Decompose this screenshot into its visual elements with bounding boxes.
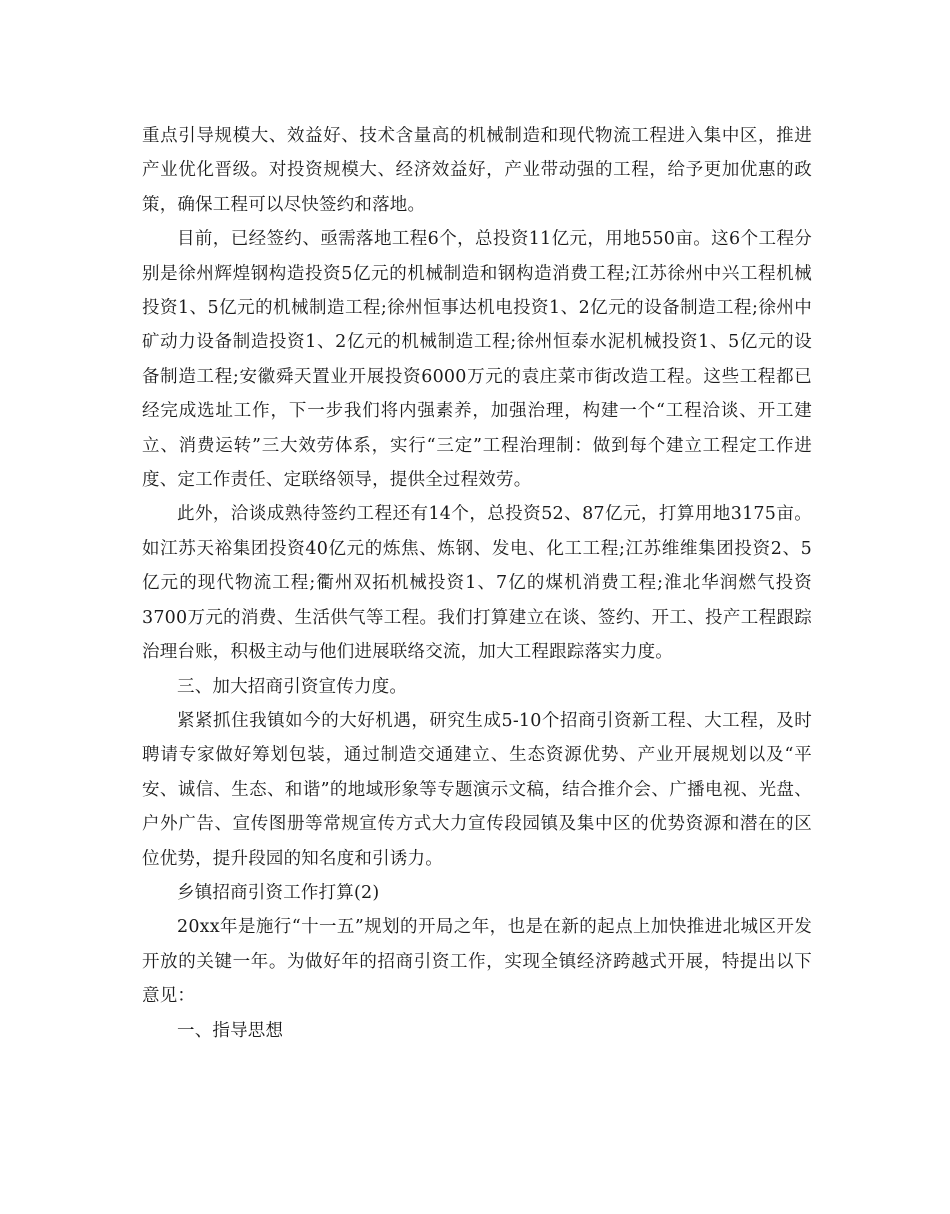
- paragraph: 此外，洽谈成熟待签约工程还有14个，总投资52、87亿元，打算用地3175亩。如江苏天裕集团投资40亿元的炼焦、炼钢、发电、化工工程;江苏维维集团投资2、5亿元的现代物流工程;衢州双拓机械投资1、7亿的煤机消费工程;淮北华润燃气投资3700万元的消费、生活供气等工程。我们打算建立在谈、签约、开工、投产工程跟踪治理台账，积极主动与他们进展联络交流，加大工程跟踪落实力度。: [142, 504, 812, 663]
- paragraph: 紧紧抓住我镇如今的大好机遇，研究生成5-10个招商引资新工程、大工程，及时聘请专家做好筹划包装，通过制造交通建立、生态资源优势、产业开展规划以及“平安、诚信、生态、和谐”的地域形象等专题演示文稿，结合推介会、广播电视、光盘、户外广告、宣传图册等常规宣传方式大力宣传段园镇及集中区的优势资源和潜在的区位优势，提升段园的知名度和引诱力。: [142, 710, 812, 869]
- document-subtitle: 乡镇招商引资工作打算(2): [177, 882, 380, 903]
- paragraph: 20xx年是施行“十一五”规划的开局之年，也是在新的起点上加快推进北城区开发开放的关键一年。为做好年的招商引资工作，实现全镇经济跨越式开展，特提出以下意见：: [142, 917, 812, 1007]
- section-heading: 一、指导思想: [177, 1020, 284, 1041]
- paragraph: 目前，已经签约、亟需落地工程6个，总投资11亿元，用地550亩。这6个工程分别是徐州辉煌钢构造投资5亿元的机械制造和钢构造消费工程;江苏徐州中兴工程机械投资1、5亿元的机械制造工程;徐州恒事达机电投资1、2亿元的设备制造工程;徐州中矿动力设备制造投资1、2亿元的机械制造工程;徐州恒泰水泥机械投资1、5亿元的设备制造工程;安徽舜天置业开展投资6000万元的袁庄菜市街改造工程。这些工程都已经完成选址工作，下一步我们将内强素养，加强治理，构建一个“工程洽谈、开工建立、消费运转”三大效劳体系，实行“三定”工程治理制：做到每个建立工程定工作进度、定工作责任、定联络领导，提供全过程效劳。: [142, 229, 812, 491]
- document-body: [142, 119, 812, 1048]
- section-heading: 三、加大招商引资宣传力度。: [177, 676, 408, 697]
- paragraph: 重点引导规模大、效益好、技术含量高的机械制造和现代物流工程进入集中区，推进产业优化晋级。对投资规模大、经济效益好，产业带动强的工程，给予更加优惠的政策，确保工程可以尽快签约和落地。: [142, 126, 812, 215]
